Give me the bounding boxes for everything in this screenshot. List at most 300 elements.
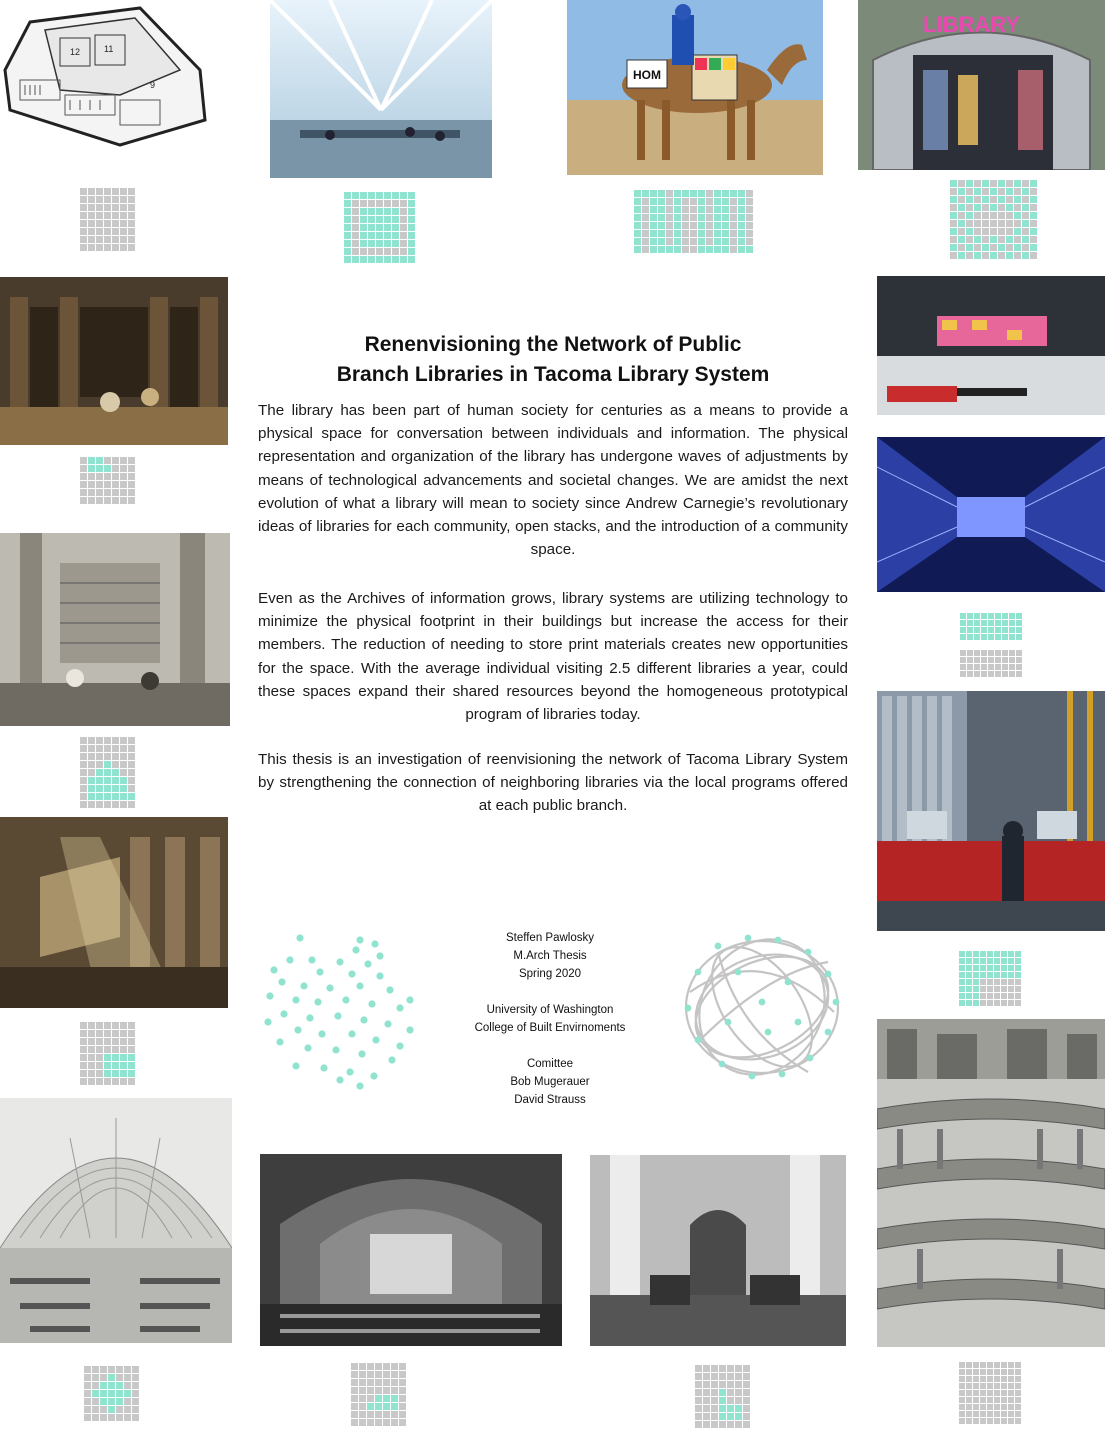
grid-cell	[706, 190, 713, 197]
grid-cell	[120, 236, 127, 243]
grid-cell	[974, 244, 981, 251]
grid-cell	[695, 1365, 702, 1372]
grid-cell	[104, 1038, 111, 1045]
grid-cell	[1008, 1411, 1014, 1417]
grid-cell	[735, 1397, 742, 1404]
grid-cell	[1006, 180, 1013, 187]
grid-cell	[128, 481, 135, 488]
grid-cell	[391, 1371, 398, 1378]
scatter-dot	[278, 978, 285, 985]
grid-cell	[719, 1397, 726, 1404]
grid-cell	[995, 613, 1001, 619]
grid-cell	[950, 196, 957, 203]
grid-cell	[104, 793, 111, 800]
grid-cell	[995, 657, 1001, 663]
grid-cell	[1001, 1383, 1007, 1389]
grid-cell	[375, 1403, 382, 1410]
grid-cell	[658, 238, 665, 245]
grid-cell	[128, 1070, 135, 1077]
grid-cell	[120, 457, 127, 464]
grid-cell	[714, 206, 721, 213]
grid-cell	[966, 1369, 972, 1375]
grid-cell	[104, 1070, 111, 1077]
grid-cell	[112, 1070, 119, 1077]
grid-cell	[974, 657, 980, 663]
grid-cell	[1030, 204, 1037, 211]
grid-cell	[711, 1373, 718, 1380]
grid-cell	[104, 1022, 111, 1029]
grid-cell	[112, 196, 119, 203]
grid-cell	[351, 1411, 358, 1418]
grid-cell	[974, 620, 980, 626]
grid-cell	[974, 671, 980, 677]
grid-cell	[698, 230, 705, 237]
grid-cell	[950, 252, 957, 259]
grid-cell	[344, 200, 351, 207]
grid-cell	[132, 1366, 139, 1373]
grid-cell	[1009, 620, 1015, 626]
grid-cell	[1015, 958, 1021, 964]
grid-cell	[88, 228, 95, 235]
grid-cell	[128, 1046, 135, 1053]
grid-cell	[959, 965, 965, 971]
grid-cell	[1001, 986, 1007, 992]
grid-cell	[1002, 627, 1008, 633]
grid-cell	[987, 993, 993, 999]
grid-cell	[88, 220, 95, 227]
grid-cell	[1016, 627, 1022, 633]
grid-cell	[104, 196, 111, 203]
grid-cell	[344, 208, 351, 215]
grid-cell	[344, 216, 351, 223]
grid-cell	[1015, 951, 1021, 957]
grid-cell	[719, 1365, 726, 1372]
grid-cell	[980, 1404, 986, 1410]
grid-cell	[88, 1054, 95, 1061]
grid-cell	[998, 220, 1005, 227]
grid-cell	[120, 761, 127, 768]
grid-cell	[990, 244, 997, 251]
grid-cell	[959, 1369, 965, 1375]
grid-cell	[966, 965, 972, 971]
grid-cell	[128, 1030, 135, 1037]
grid-cell	[966, 972, 972, 978]
grid-cell	[80, 497, 87, 504]
grid-cell	[92, 1414, 99, 1421]
grid-cell	[1006, 236, 1013, 243]
grid-cell	[104, 1046, 111, 1053]
grid-cell	[1030, 212, 1037, 219]
grid-cell	[711, 1413, 718, 1420]
grid-cell	[1015, 1376, 1021, 1382]
grid-cell	[367, 1363, 374, 1370]
grid-cell	[96, 1078, 103, 1085]
grid-cell	[980, 951, 986, 957]
grid-cell	[1001, 1411, 1007, 1417]
committee-member-2: David Strauss	[514, 1094, 586, 1106]
grid-cell	[966, 986, 972, 992]
grid-cell	[994, 1362, 1000, 1368]
grid-cell	[1001, 1397, 1007, 1403]
grid-cell	[980, 1369, 986, 1375]
grid-cell	[1022, 212, 1029, 219]
grid-cell	[104, 761, 111, 768]
grid-cell	[383, 1419, 390, 1426]
grid-cell	[703, 1421, 710, 1428]
grid-cell	[352, 248, 359, 255]
grid-cell	[112, 228, 119, 235]
grid-cell	[351, 1387, 358, 1394]
grid-cell	[383, 1387, 390, 1394]
grid-cell	[96, 761, 103, 768]
grid-cell	[104, 465, 111, 472]
grid-cell	[1001, 1404, 1007, 1410]
grid-cell	[735, 1365, 742, 1372]
grid-cell	[1008, 1383, 1014, 1389]
grid-cell	[376, 240, 383, 247]
grid-cell	[722, 198, 729, 205]
grid-cell	[994, 1000, 1000, 1006]
grid-cell	[966, 180, 973, 187]
grid-cell	[80, 1022, 87, 1029]
grid-cell	[958, 236, 965, 243]
grid-cell	[1002, 671, 1008, 677]
grid-cell	[120, 1046, 127, 1053]
grid-cell	[96, 777, 103, 784]
grid-cell	[998, 212, 1005, 219]
grid-cell	[1008, 1376, 1014, 1382]
grid-cell	[1022, 196, 1029, 203]
grid-cell	[1015, 1000, 1021, 1006]
grid-cell	[120, 1038, 127, 1045]
grid-cell	[981, 620, 987, 626]
grid-cell	[104, 1054, 111, 1061]
grid-cell	[383, 1411, 390, 1418]
grid-cell	[727, 1389, 734, 1396]
grid-cell	[967, 664, 973, 670]
grid-cell	[344, 248, 351, 255]
grid-cell	[1014, 212, 1021, 219]
grid-cell	[120, 1022, 127, 1029]
grid-cell	[711, 1421, 718, 1428]
grid-cell	[96, 212, 103, 219]
grid-cell	[116, 1366, 123, 1373]
grid-cell	[100, 1414, 107, 1421]
grid-cell	[690, 222, 697, 229]
grid-cell	[120, 769, 127, 776]
grid-cell	[1022, 180, 1029, 187]
grid-cell	[960, 613, 966, 619]
grid-cell	[743, 1381, 750, 1388]
grid-cell	[360, 240, 367, 247]
grid-cell	[1002, 620, 1008, 626]
grid-cell	[1006, 252, 1013, 259]
pattern-grid-8	[84, 1366, 139, 1421]
grid-cell	[80, 188, 87, 195]
grid-cell	[973, 979, 979, 985]
grid-cell	[344, 240, 351, 247]
grid-cell	[730, 206, 737, 213]
grid-cell	[967, 613, 973, 619]
grid-cell	[994, 1376, 1000, 1382]
grid-cell	[368, 256, 375, 263]
grid-cell	[1014, 196, 1021, 203]
grid-cell	[974, 228, 981, 235]
grid-cell	[650, 214, 657, 221]
grid-cell	[124, 1406, 131, 1413]
grid-cell	[950, 228, 957, 235]
grid-cell	[80, 1046, 87, 1053]
grid-cell	[84, 1414, 91, 1421]
grid-cell	[88, 212, 95, 219]
grid-cell	[104, 473, 111, 480]
grid-cell	[690, 214, 697, 221]
grid-cell	[104, 1062, 111, 1069]
grid-cell	[650, 206, 657, 213]
grid-cell	[1008, 1404, 1014, 1410]
grid-cell	[722, 246, 729, 253]
grid-cell	[980, 979, 986, 985]
grid-cell	[703, 1413, 710, 1420]
grid-cell	[958, 228, 965, 235]
university-name: University of Washington	[486, 1004, 614, 1016]
grid-cell	[990, 252, 997, 259]
grid-cell	[666, 190, 673, 197]
grid-cell	[711, 1397, 718, 1404]
grid-cell	[981, 634, 987, 640]
grid-cell	[1015, 1418, 1021, 1424]
grid-cell	[116, 1374, 123, 1381]
grid-cell	[132, 1398, 139, 1405]
grid-cell	[108, 1374, 115, 1381]
grid-cell	[120, 801, 127, 808]
grid-cell	[408, 192, 415, 199]
grid-cell	[682, 190, 689, 197]
grid-cell	[738, 238, 745, 245]
grid-cell	[104, 489, 111, 496]
grid-cell	[1008, 965, 1014, 971]
grid-cell	[982, 180, 989, 187]
grid-cell	[132, 1374, 139, 1381]
grid-cell	[128, 188, 135, 195]
grid-cell	[698, 246, 705, 253]
network-node	[833, 999, 840, 1006]
grid-cell	[980, 958, 986, 964]
grid-cell	[966, 958, 972, 964]
grid-cell	[1009, 657, 1015, 663]
grid-cell	[973, 993, 979, 999]
grid-cell	[80, 220, 87, 227]
grid-cell	[351, 1379, 358, 1386]
grid-cell	[124, 1398, 131, 1405]
grid-cell	[1022, 188, 1029, 195]
grid-cell	[974, 180, 981, 187]
grid-cell	[982, 212, 989, 219]
grid-cell	[112, 785, 119, 792]
grid-cell	[1022, 244, 1029, 251]
scatter-dot	[371, 940, 378, 947]
grid-cell	[735, 1373, 742, 1380]
grid-cell	[112, 769, 119, 776]
grid-cell	[88, 196, 95, 203]
grid-cell	[690, 198, 697, 205]
grid-cell	[650, 190, 657, 197]
grid-cell	[727, 1373, 734, 1380]
grid-cell	[998, 244, 1005, 251]
classical-reading-room-painting	[0, 277, 228, 445]
network-node	[735, 969, 742, 976]
grid-cell	[735, 1413, 742, 1420]
grid-cell	[1009, 634, 1015, 640]
columned-library-photo	[590, 1155, 846, 1346]
grid-cell	[80, 1078, 87, 1085]
grid-cell	[96, 457, 103, 464]
grid-cell	[967, 671, 973, 677]
grid-cell	[128, 497, 135, 504]
grid-cell	[124, 1374, 131, 1381]
grid-cell	[695, 1381, 702, 1388]
grid-cell	[352, 224, 359, 231]
grid-cell	[399, 1395, 406, 1402]
grid-cell	[719, 1373, 726, 1380]
grid-cell	[88, 473, 95, 480]
grid-cell	[96, 497, 103, 504]
grid-cell	[973, 986, 979, 992]
grid-cell	[1002, 650, 1008, 656]
grid-cell	[96, 236, 103, 243]
grid-cell	[112, 244, 119, 251]
grid-cell	[88, 753, 95, 760]
grid-cell	[988, 671, 994, 677]
grid-cell	[128, 465, 135, 472]
grid-cell	[96, 204, 103, 211]
grid-cell	[994, 1411, 1000, 1417]
grid-cell	[96, 737, 103, 744]
grid-cell	[980, 1397, 986, 1403]
grid-cell	[128, 793, 135, 800]
grid-cell	[1009, 671, 1015, 677]
grid-cell	[743, 1413, 750, 1420]
pattern-grid-13	[959, 951, 1021, 1006]
grid-cell	[980, 1362, 986, 1368]
grid-cell	[80, 1062, 87, 1069]
grid-cell	[112, 1062, 119, 1069]
scatter-dot	[352, 946, 359, 953]
grid-cell	[80, 1030, 87, 1037]
grid-cell	[987, 1000, 993, 1006]
scatter-dot	[332, 1046, 339, 1053]
grid-cell	[974, 204, 981, 211]
grid-cell	[727, 1381, 734, 1388]
grid-cell	[966, 951, 972, 957]
grid-cell	[376, 256, 383, 263]
grid-cell	[116, 1382, 123, 1389]
grid-cell	[958, 188, 965, 195]
section-cut-library-illustration	[877, 1019, 1105, 1347]
grid-cell	[1016, 657, 1022, 663]
grid-cell	[1015, 1411, 1021, 1417]
grid-cell	[966, 244, 973, 251]
grid-cell	[391, 1363, 398, 1370]
grid-cell	[738, 222, 745, 229]
grid-cell	[959, 993, 965, 999]
grid-cell	[96, 801, 103, 808]
grid-cell	[80, 465, 87, 472]
grid-cell	[1008, 1369, 1014, 1375]
grid-cell	[1001, 1376, 1007, 1382]
grid-cell	[973, 965, 979, 971]
scatter-dot	[406, 996, 413, 1003]
grid-cell	[400, 224, 407, 231]
grid-cell	[966, 252, 973, 259]
grid-cell	[383, 1371, 390, 1378]
scatter-dot	[396, 1004, 403, 1011]
grid-cell	[376, 200, 383, 207]
grid-cell	[1014, 244, 1021, 251]
grid-cell	[966, 196, 973, 203]
grid-cell	[966, 1390, 972, 1396]
grid-cell	[120, 204, 127, 211]
grid-cell	[959, 1383, 965, 1389]
grid-cell	[128, 745, 135, 752]
grid-cell	[987, 965, 993, 971]
grid-cell	[96, 753, 103, 760]
grid-cell	[703, 1389, 710, 1396]
grid-cell	[706, 246, 713, 253]
grid-cell	[711, 1365, 718, 1372]
grid-cell	[96, 745, 103, 752]
grid-cell	[987, 951, 993, 957]
grid-cell	[392, 224, 399, 231]
grid-cell	[104, 244, 111, 251]
grid-cell	[1015, 1383, 1021, 1389]
grid-cell	[988, 650, 994, 656]
grid-cell	[730, 190, 737, 197]
grid-cell	[658, 214, 665, 221]
grid-cell	[722, 206, 729, 213]
grid-cell	[1008, 951, 1014, 957]
grid-cell	[966, 1418, 972, 1424]
network-node	[825, 1029, 832, 1036]
grid-cell	[96, 1062, 103, 1069]
grid-cell	[120, 1078, 127, 1085]
grid-cell	[966, 188, 973, 195]
grid-cell	[1008, 958, 1014, 964]
grid-cell	[375, 1395, 382, 1402]
grid-cell	[967, 650, 973, 656]
grid-cell	[352, 256, 359, 263]
grid-cell	[96, 244, 103, 251]
title-line-1: Renenvisioning the Network of Public	[364, 333, 742, 356]
grid-cell	[120, 793, 127, 800]
grid-cell	[711, 1389, 718, 1396]
grid-cell	[642, 238, 649, 245]
grid-cell	[974, 664, 980, 670]
scatter-dot	[304, 1044, 311, 1051]
grid-cell	[973, 1411, 979, 1417]
grid-cell	[1008, 1397, 1014, 1403]
grid-cell	[674, 206, 681, 213]
grid-cell	[960, 634, 966, 640]
grid-cell	[392, 256, 399, 263]
grid-cell	[375, 1371, 382, 1378]
grid-cell	[973, 958, 979, 964]
grid-cell	[400, 256, 407, 263]
grid-cell	[120, 1070, 127, 1077]
scatter-dot	[336, 958, 343, 965]
grid-cell	[1030, 188, 1037, 195]
grid-cell	[727, 1365, 734, 1372]
